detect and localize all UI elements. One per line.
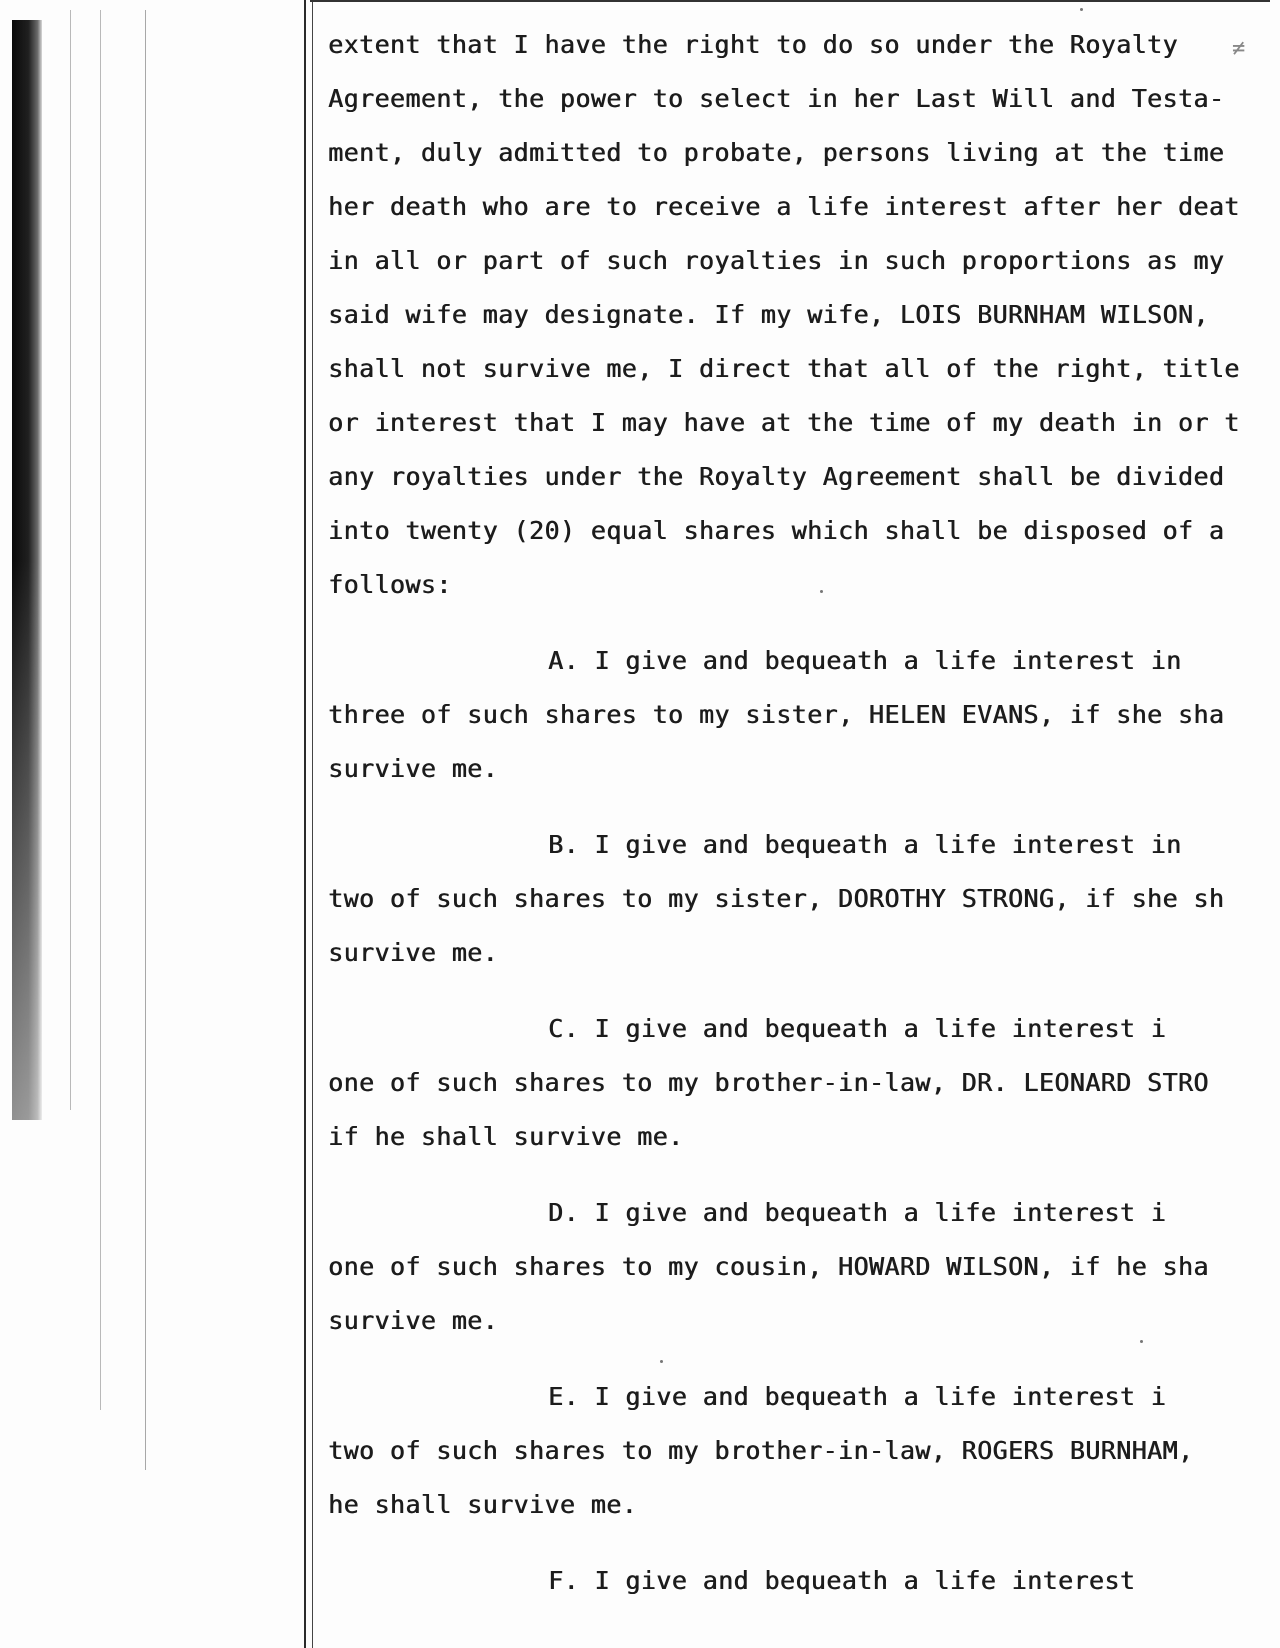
faint-scan-line [70, 10, 71, 1110]
scan-speck [1080, 8, 1083, 11]
scan-shadow-fade [12, 560, 42, 1120]
text-line: into twenty (20) equal shares which shall be disposed of a [328, 516, 1225, 545]
text-line: said wife may designate. If my wife, LOIS BURNHAM WILSON, [328, 300, 1209, 329]
margin-rule-inner [312, 0, 313, 1648]
clause-heading: E. I give and bequeath a life interest i [548, 1382, 1167, 1411]
clause-heading: D. I give and bequeath a life interest i [548, 1198, 1167, 1227]
text-line: two of such shares to my brother-in-law, ROGERS BURNHAM, [328, 1436, 1194, 1465]
clause-heading: C. I give and bequeath a life interest i [548, 1014, 1167, 1043]
text-line: he shall survive me. [328, 1490, 638, 1519]
margin-rule-outer [304, 0, 306, 1648]
text-line: survive me. [328, 754, 498, 783]
clause-f [328, 1554, 1258, 1608]
text-line: one of such shares to my cousin, HOWARD WILSON, if he sha [328, 1252, 1209, 1281]
clause-heading: F. I give and bequeath a life interest [548, 1566, 1136, 1595]
text-line: follows: [328, 570, 452, 599]
text-line: her death who are to receive a life interest after her deat [328, 192, 1240, 221]
clause-heading: A. I give and bequeath a life interest in [548, 646, 1182, 675]
clause-a [328, 634, 1258, 796]
text-line: ment, duly admitted to probate, persons living at the time [328, 138, 1225, 167]
text-line: extent that I have the right to do so under the Royalty [328, 30, 1178, 59]
text-line: survive me. [328, 938, 498, 967]
text-line: two of such shares to my sister, DOROTHY STRONG, if she sh [328, 884, 1225, 913]
faint-scan-line [100, 10, 101, 1410]
text-line: shall not survive me, I direct that all of the right, title [328, 354, 1240, 383]
text-line: in all or part of such royalties in such proportions as my [328, 246, 1225, 275]
corner-mark: ≠ [1232, 36, 1246, 61]
text-line: any royalties under the Royalty Agreement shall be divided [328, 462, 1225, 491]
top-rule [310, 0, 1270, 2]
text-line: survive me. [328, 1306, 498, 1335]
text-line: three of such shares to my sister, HELEN EVANS, if she sha [328, 700, 1225, 729]
clause-heading: B. I give and bequeath a life interest in [548, 830, 1182, 859]
faint-scan-line [145, 10, 146, 1470]
opening-paragraph [328, 18, 1258, 612]
clause-b [328, 818, 1258, 980]
clause-e [328, 1370, 1258, 1532]
clause-d [328, 1186, 1258, 1348]
text-line: one of such shares to my brother-in-law, DR. LEONARD STRO [328, 1068, 1209, 1097]
clause-c [328, 1002, 1258, 1164]
text-line: Agreement, the power to select in her Last Will and Testa- [328, 84, 1225, 113]
text-line: if he shall survive me. [328, 1122, 684, 1151]
document-text [328, 18, 1258, 1608]
text-line: or interest that I may have at the time of my death in or t [328, 408, 1240, 437]
